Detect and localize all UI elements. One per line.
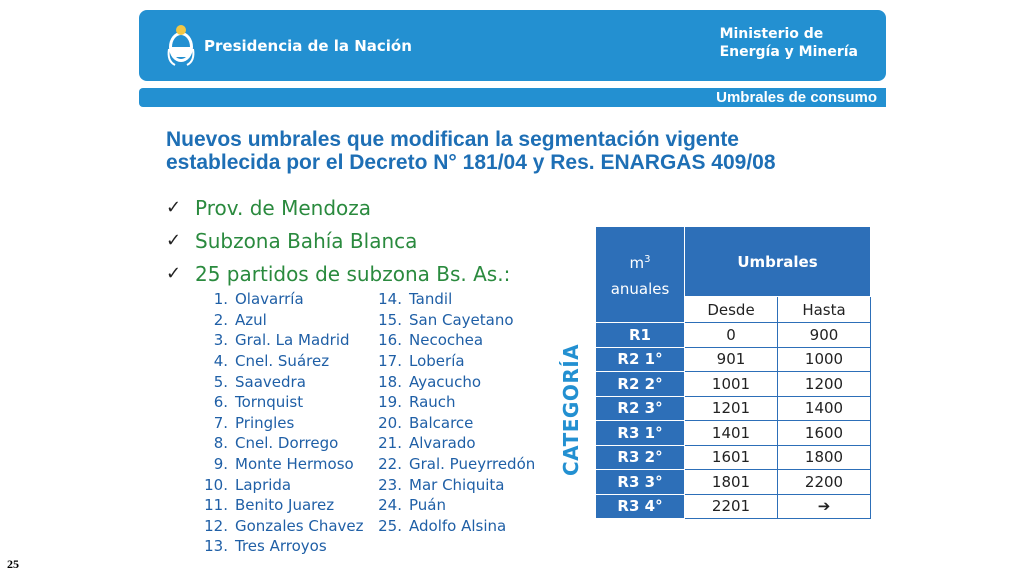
list-item [374, 351, 535, 372]
umbrales-table [595, 226, 871, 519]
list-item-number: 25. [378, 516, 402, 535]
desde-cell: 1801 [685, 470, 778, 495]
list-item [374, 310, 535, 331]
list-item [374, 330, 535, 351]
header-banner [139, 10, 886, 81]
check-icon: ✓ [166, 197, 182, 218]
check-icon: ✓ [166, 263, 182, 284]
category-cell: R3 3° [596, 470, 685, 495]
table-row [596, 494, 871, 519]
ministerio-label [720, 25, 858, 61]
list-item [200, 433, 364, 454]
unit-base: m [629, 254, 645, 272]
check-item-partidos [166, 257, 510, 290]
table-row [596, 323, 871, 348]
list-item-number: 7. [213, 413, 228, 432]
list-item-number: 1. [213, 290, 228, 309]
list-item [200, 495, 364, 516]
list-item-number: 5. [213, 372, 228, 391]
list-item-name: Puán [409, 496, 446, 515]
list-item-name: San Cayetano [409, 310, 514, 329]
list-item-number: 4. [213, 352, 228, 371]
check-list [166, 191, 510, 290]
desde-cell: 1001 [685, 372, 778, 397]
list-item-number: 17. [378, 352, 402, 371]
list-item-number: 11. [204, 496, 228, 515]
list-item [200, 351, 364, 372]
check-item-label: 25 partidos de subzona Bs. As.: [195, 261, 511, 286]
hasta-cell: 1200 [778, 372, 871, 397]
table-row [596, 372, 871, 397]
list-item-name: Gral. La Madrid [235, 331, 350, 350]
list-item-number: 18. [378, 372, 402, 391]
list-item-name: Laprida [235, 475, 292, 494]
list-item-name: Ayacucho [409, 372, 481, 391]
list-item-name: Cnel. Suárez [235, 352, 330, 371]
category-cell: R2 1° [596, 347, 685, 372]
list-item-number: 2. [213, 310, 228, 329]
page-title [166, 128, 866, 174]
list-item-name: Gonzales Chavez [235, 516, 364, 535]
title-line-2: establecida por el Decreto N° 181/04 y Res. ENARGAS 409/08 [166, 151, 776, 174]
list-item-name: Gral. Pueyrredón [409, 455, 536, 474]
list-item [200, 474, 364, 495]
check-item-mendoza [166, 191, 510, 224]
list-item-name: Lobería [409, 352, 465, 371]
category-cell: R2 3° [596, 396, 685, 421]
list-item-name: Balcarce [409, 413, 474, 432]
unit-exponent: 3 [644, 254, 651, 265]
list-item [200, 371, 364, 392]
partidos-list-col2 [374, 289, 535, 536]
title-line-1: Nuevos umbrales que modifican la segmentación vigente [166, 128, 739, 151]
list-item [374, 516, 535, 537]
hasta-cell: 1400 [778, 396, 871, 421]
list-item-number: 6. [213, 393, 228, 412]
list-item-number: 24. [378, 496, 402, 515]
category-cell: R3 1° [596, 421, 685, 446]
coat-of-arms-icon [165, 21, 197, 69]
desde-cell: 2201 [685, 494, 778, 519]
desde-cell: 1601 [685, 445, 778, 470]
check-item-bahia-blanca [166, 224, 510, 257]
hasta-cell: 1800 [778, 445, 871, 470]
hasta-cell: ➔ [778, 494, 871, 519]
umbrales-header: Umbrales [685, 227, 871, 297]
list-item-number: 16. [378, 331, 402, 350]
unit-header [596, 227, 685, 323]
list-item [374, 454, 535, 475]
list-item [200, 330, 364, 351]
list-item [374, 413, 535, 434]
list-item-name: Cnel. Dorrego [235, 434, 339, 453]
section-label: Umbrales de consumo [716, 89, 877, 106]
list-item-name: Benito Juarez [235, 496, 335, 515]
list-item [374, 289, 535, 310]
list-item-name: Tres Arroyos [235, 537, 327, 556]
list-item-name: Rauch [409, 393, 456, 412]
list-item [374, 392, 535, 413]
check-icon: ✓ [166, 230, 182, 251]
presidencia-label: Presidencia de la Nación [204, 37, 412, 55]
category-cell: R1 [596, 323, 685, 348]
list-item-name: Tornquist [235, 393, 304, 412]
list-item-name: Adolfo Alsina [409, 516, 507, 535]
list-item-name: Tandil [409, 290, 453, 309]
desde-cell: 1201 [685, 396, 778, 421]
unit-label: anuales [610, 280, 670, 298]
desde-cell: 901 [685, 347, 778, 372]
table-row [596, 347, 871, 372]
page-number: 25 [7, 557, 19, 571]
list-item-name: Azul [235, 310, 267, 329]
list-item-number: 13. [204, 537, 228, 556]
list-item-name: Alvarado [409, 434, 476, 453]
hasta-cell: 1000 [778, 347, 871, 372]
table-row [596, 470, 871, 495]
list-item-name: Mar Chiquita [409, 475, 505, 494]
hasta-cell: 1600 [778, 421, 871, 446]
list-item-number: 21. [378, 434, 402, 453]
list-item [374, 474, 535, 495]
desde-cell: 1401 [685, 421, 778, 446]
category-cell: R3 2° [596, 445, 685, 470]
list-item-name: Olavarría [235, 290, 304, 309]
list-item [200, 516, 364, 537]
list-item [200, 289, 364, 310]
list-item [374, 433, 535, 454]
list-item [374, 495, 535, 516]
list-item-number: 19. [378, 393, 402, 412]
categoria-label: CATEGORÍA [559, 343, 583, 476]
category-cell: R3 4° [596, 494, 685, 519]
desde-header: Desde [685, 297, 778, 323]
list-item-name: Pringles [235, 413, 295, 432]
list-item-number: 22. [378, 455, 402, 474]
list-item-name: Necochea [409, 331, 484, 350]
list-item-number: 23. [378, 475, 402, 494]
list-item [200, 536, 364, 557]
table-row [596, 445, 871, 470]
list-item [200, 413, 364, 434]
table-row [596, 396, 871, 421]
ministerio-line2: Energía y Minería [719, 44, 858, 60]
hasta-cell: 2200 [778, 470, 871, 495]
list-item-name: Monte Hermoso [235, 455, 354, 474]
category-cell: R2 2° [596, 372, 685, 397]
list-item-number: 12. [204, 516, 228, 535]
list-item-name: Saavedra [235, 372, 306, 391]
list-item-number: 14. [378, 290, 402, 309]
hasta-header: Hasta [778, 297, 871, 323]
check-item-label: Prov. de Mendoza [195, 195, 372, 220]
table-header-row [596, 227, 871, 297]
hasta-cell: 900 [778, 323, 871, 348]
partidos-list-col1 [200, 289, 364, 557]
section-bar [139, 88, 886, 107]
list-item [200, 392, 364, 413]
desde-cell: 0 [685, 323, 778, 348]
table-row [596, 421, 871, 446]
list-item-number: 3. [213, 331, 228, 350]
list-item-number: 15. [378, 310, 402, 329]
list-item-number: 9. [213, 455, 228, 474]
list-item-number: 20. [378, 413, 402, 432]
list-item-number: 8. [213, 434, 228, 453]
list-item [200, 310, 364, 331]
list-item-number: 10. [204, 475, 228, 494]
list-item [374, 371, 535, 392]
list-item [200, 454, 364, 475]
check-item-label: Subzona Bahía Blanca [195, 228, 418, 253]
ministerio-line1: Ministerio de [719, 26, 824, 42]
